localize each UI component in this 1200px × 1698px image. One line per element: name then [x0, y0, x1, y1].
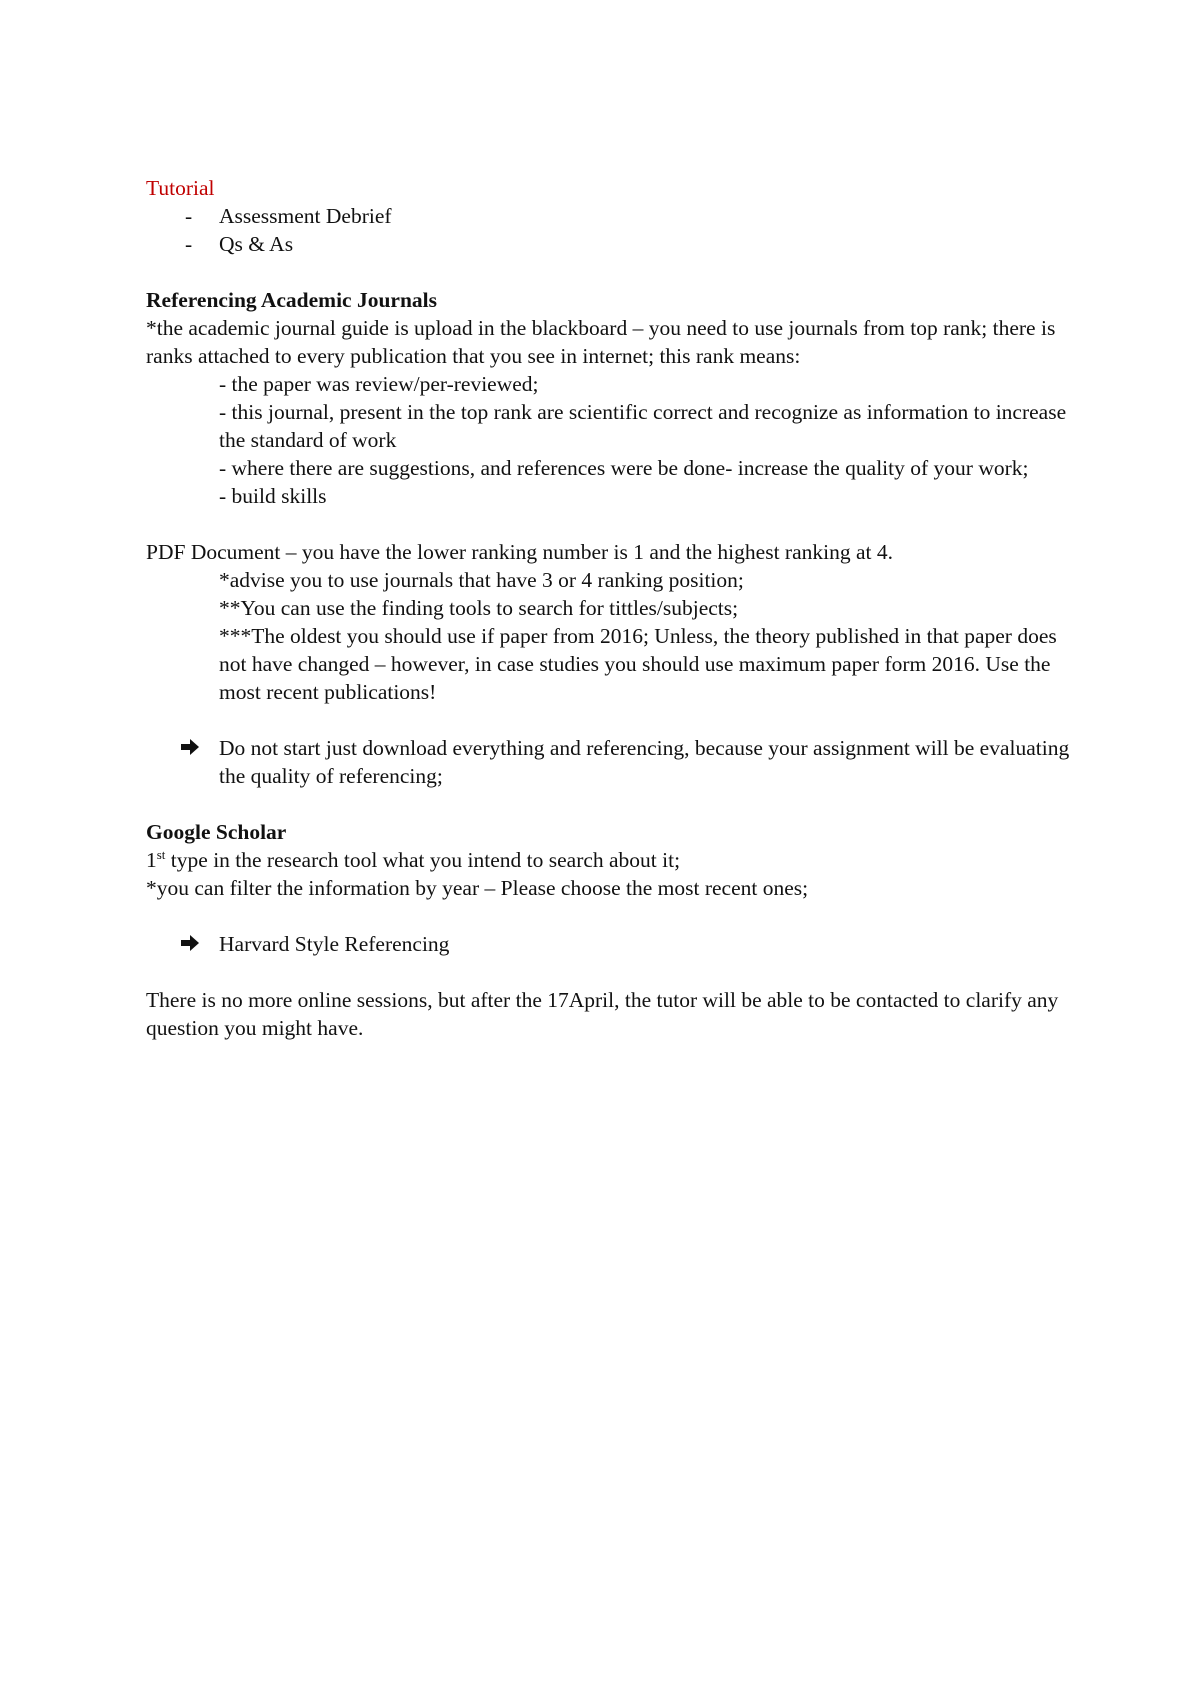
- arrow-note-text: Harvard Style Referencing: [219, 932, 450, 956]
- pdf-note: *advise you to use journals that have 3 or 4 ranking position;: [219, 568, 744, 592]
- tutorial-item-text: Qs & As: [219, 232, 294, 256]
- pdf-intro: PDF Document – you have the lower ranking number is 1 and the highest ranking at 4.: [146, 540, 893, 564]
- closing-paragraph: There is no more online sessions, but after the 17April, the tutor will be able to be contacted to clarify any question you might have.: [146, 988, 1059, 1040]
- referencing-intro: *the academic journal guide is upload in the blackboard – you need to use journals from top rank; there is ranks attached to every publication that you see in internet; this rank means:: [146, 316, 1056, 368]
- referencing-point: - where there are suggestions, and references were be done- increase the quality of your work;: [219, 456, 1029, 480]
- arrow-note: [146, 930, 1076, 958]
- arrow-note: [146, 734, 1076, 790]
- dash-bullet: -: [185, 232, 193, 256]
- right-arrow-icon: [179, 734, 201, 762]
- pdf-note: **You can use the finding tools to search for tittles/subjects;: [219, 596, 739, 620]
- referencing-heading: Referencing Academic Journals: [146, 288, 438, 312]
- referencing-point: - build skills: [219, 484, 327, 508]
- referencing-point: - this journal, present in the top rank are scientific correct and recognize as information to increase the standard of work: [219, 400, 1067, 452]
- step-number: 1: [146, 848, 157, 872]
- dash-bullet: -: [185, 204, 193, 228]
- step-ordinal: st: [156, 846, 166, 862]
- pdf-note: ***The oldest you should use if paper from 2016; Unless, the theory published in that paper does not have changed – however, in case studies you should use maximum paper form 2016. Use the most recent publications!: [219, 624, 1057, 704]
- scholar-heading: Google Scholar: [146, 820, 287, 844]
- document-page: [146, 174, 1076, 1042]
- scholar-filter: *you can filter the information by year – Please choose the most recent ones;: [146, 876, 809, 900]
- step-text: type in the research tool what you intend to search about it;: [165, 848, 681, 872]
- tutorial-item: [146, 230, 1076, 258]
- referencing-point: - the paper was review/per-reviewed;: [219, 372, 539, 396]
- tutorial-title: Tutorial: [146, 176, 215, 200]
- tutorial-item-text: Assessment Debrief: [219, 204, 392, 228]
- right-arrow-icon: [179, 930, 201, 958]
- scholar-step: [146, 846, 1076, 874]
- arrow-note-text: Do not start just download everything and referencing, because your assignment will be evaluating the quality of referencing;: [219, 736, 1070, 788]
- tutorial-item: [146, 202, 1076, 230]
